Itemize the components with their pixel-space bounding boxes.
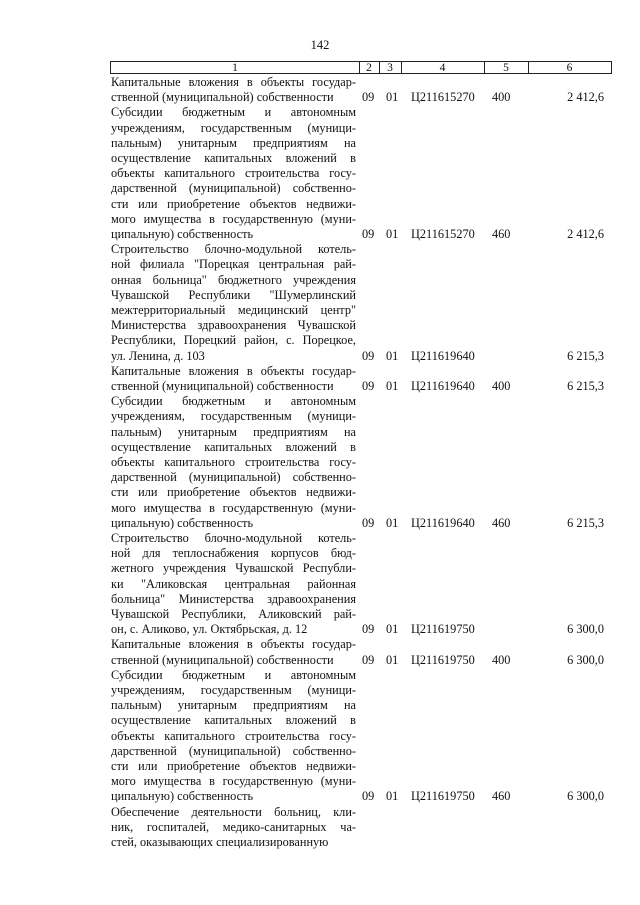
header-col-4: 4 bbox=[401, 61, 485, 74]
cell-c5: 400 bbox=[492, 90, 511, 105]
cell-c3: 01 bbox=[386, 90, 399, 105]
cell-c4: Ц211619640 bbox=[411, 379, 475, 393]
row-description-line: мого имущества в государственную (муни- bbox=[111, 211, 356, 226]
row-description-line: мого имущества в государственную (муни- bbox=[111, 500, 356, 515]
row-description-line: ципальную) собственность bbox=[111, 227, 254, 241]
cell-c2: 09 bbox=[362, 652, 375, 667]
cell-c5: 460 bbox=[492, 515, 511, 530]
cell-c6: 2 412,6 bbox=[567, 90, 604, 105]
cell-c2: 09 bbox=[362, 622, 375, 637]
row-description-line: Республики, Порецкий район, с. Порецкое, bbox=[111, 333, 356, 348]
row-description-line: Чувашской Республики "Шумерлинский bbox=[111, 287, 356, 302]
row-description-line: Строительство блочно-модульной котель- bbox=[111, 531, 356, 545]
row-description-line: Капитальные вложения в объекты государ- bbox=[111, 637, 356, 652]
cell-c2: 09 bbox=[362, 348, 375, 363]
row-description-line: ственной (муниципальной) собственности bbox=[111, 652, 334, 667]
row-description-line: Субсидии бюджетным и автономным bbox=[111, 394, 356, 409]
cell-c4: Ц211615270 bbox=[411, 227, 475, 241]
row-description-line: учреждениям, государственным (муници- bbox=[111, 409, 356, 424]
row-description-line: осуществление капитальных вложений в bbox=[111, 439, 356, 454]
cell-c6: 6 300,0 bbox=[567, 622, 604, 637]
row-description-line: Субсидии бюджетным и автономным bbox=[111, 105, 356, 120]
cell-c5: 400 bbox=[492, 652, 511, 667]
row-description-line: объекты капитального строительства госу- bbox=[111, 166, 356, 181]
cell-c4: Ц211615270 bbox=[411, 90, 475, 105]
row-description-line: Чувашской Республики, Аликовский рай- bbox=[111, 607, 356, 621]
cell-c3: 01 bbox=[386, 789, 399, 804]
row-description-line: пальным) унитарным предприятиям на bbox=[111, 135, 356, 150]
row-description-line: межтерриториальный медицинский центр" bbox=[111, 303, 356, 317]
cell-c3: 01 bbox=[386, 622, 399, 637]
header-col-6: 6 bbox=[528, 61, 612, 74]
cell-c2: 09 bbox=[362, 379, 375, 393]
row-description-line: Субсидии бюджетным и автономным bbox=[111, 667, 356, 682]
cell-c5: 460 bbox=[492, 789, 511, 804]
row-description-line: жетного учреждения Чувашской Республи- bbox=[111, 561, 356, 576]
cell-c2: 09 bbox=[362, 789, 375, 804]
row-description-line: ул. Ленина, д. 103 bbox=[111, 348, 205, 363]
cell-c3: 01 bbox=[386, 348, 399, 363]
row-description-line: сти или приобретение объектов недвижи- bbox=[111, 759, 356, 773]
cell-c2: 09 bbox=[362, 227, 375, 241]
row-description-line: сти или приобретение объектов недвижи- bbox=[111, 485, 356, 500]
row-description-line: пальным) унитарным предприятиям на bbox=[111, 698, 356, 713]
cell-c4: Ц211619640 bbox=[411, 515, 475, 530]
row-description-line: учреждениям, государственным (муници- bbox=[111, 683, 356, 697]
row-description-line: осуществление капитальных вложений в bbox=[111, 151, 356, 165]
row-description-line: Капитальные вложения в объекты государ- bbox=[111, 75, 356, 89]
row-description-line: объекты капитального строительства госу- bbox=[111, 455, 356, 469]
row-description-line: ципальную) собственность bbox=[111, 789, 254, 804]
row-description-line: мого имущества в государственную (муни- bbox=[111, 774, 356, 789]
row-description-line: дарственной (муниципальной) собственно- bbox=[111, 470, 356, 485]
header-col-2: 2 bbox=[359, 61, 380, 74]
header-col-3: 3 bbox=[379, 61, 402, 74]
row-description-line: ной филиала "Порецкая центральная рай- bbox=[111, 257, 356, 272]
row-description-line: пальным) унитарным предприятиям на bbox=[111, 424, 356, 439]
cell-c3: 01 bbox=[386, 515, 399, 530]
row-description-line: онная больница" бюджетного учреждения bbox=[111, 272, 356, 287]
cell-c6: 6 300,0 bbox=[567, 789, 604, 804]
page-number: 142 bbox=[310, 38, 330, 52]
row-description-line: Капитальные вложения в объекты государ- bbox=[111, 363, 356, 378]
row-description-line: учреждениям, государственным (муници- bbox=[111, 120, 356, 135]
row-description-line: больница" Министерства здравоохранения bbox=[111, 591, 356, 606]
cell-c6: 2 412,6 bbox=[567, 227, 604, 241]
cell-c6: 6 215,3 bbox=[567, 379, 604, 393]
cell-c2: 09 bbox=[362, 515, 375, 530]
row-description-line: ственной (муниципальной) собственности bbox=[111, 379, 334, 393]
cell-c6: 6 300,0 bbox=[567, 652, 604, 667]
row-description-line: ки "Аликовская центральная районная bbox=[111, 576, 356, 591]
row-description-line: осуществление капитальных вложений в bbox=[111, 713, 356, 728]
row-description-line: ник, госпиталей, медико-санитарных ча- bbox=[111, 819, 356, 834]
cell-c5: 400 bbox=[492, 379, 511, 393]
row-description-line: Обеспечение деятельности больниц, кли- bbox=[111, 804, 356, 819]
cell-c3: 01 bbox=[386, 379, 399, 393]
cell-c4: Ц211619640 bbox=[411, 348, 475, 363]
cell-c4: Ц211619750 bbox=[411, 789, 475, 804]
cell-c5: 460 bbox=[492, 227, 511, 241]
cell-c6: 6 215,3 bbox=[567, 515, 604, 530]
row-description-line: Министерства здравоохранения Чувашской bbox=[111, 318, 356, 333]
row-description-line: сти или приобретение объектов недвижи- bbox=[111, 196, 356, 211]
row-description-line: стей, оказывающих специализированную bbox=[111, 835, 329, 849]
row-description-line: объекты капитального строительства госу- bbox=[111, 728, 356, 743]
cell-c2: 09 bbox=[362, 90, 375, 105]
cell-c3: 01 bbox=[386, 652, 399, 667]
header-col-1: 1 bbox=[110, 61, 360, 74]
row-description-line: ципальную) собственность bbox=[111, 515, 254, 530]
row-description-line: ной для теплоснабжения корпусов бюд- bbox=[111, 546, 356, 561]
cell-c4: Ц211619750 bbox=[411, 652, 475, 667]
row-description-line: он, с. Аликово, ул. Октябрьская, д. 12 bbox=[111, 622, 308, 637]
row-description-line: ственной (муниципальной) собственности bbox=[111, 90, 334, 105]
row-description-line: дарственной (муниципальной) собственно- bbox=[111, 181, 356, 196]
row-description-line: Строительство блочно-модульной котель- bbox=[111, 242, 356, 257]
row-description-line: дарственной (муниципальной) собственно- bbox=[111, 743, 356, 758]
cell-c3: 01 bbox=[386, 227, 399, 241]
header-col-5: 5 bbox=[484, 61, 529, 74]
cell-c6: 6 215,3 bbox=[567, 348, 604, 363]
cell-c4: Ц211619750 bbox=[411, 622, 475, 637]
